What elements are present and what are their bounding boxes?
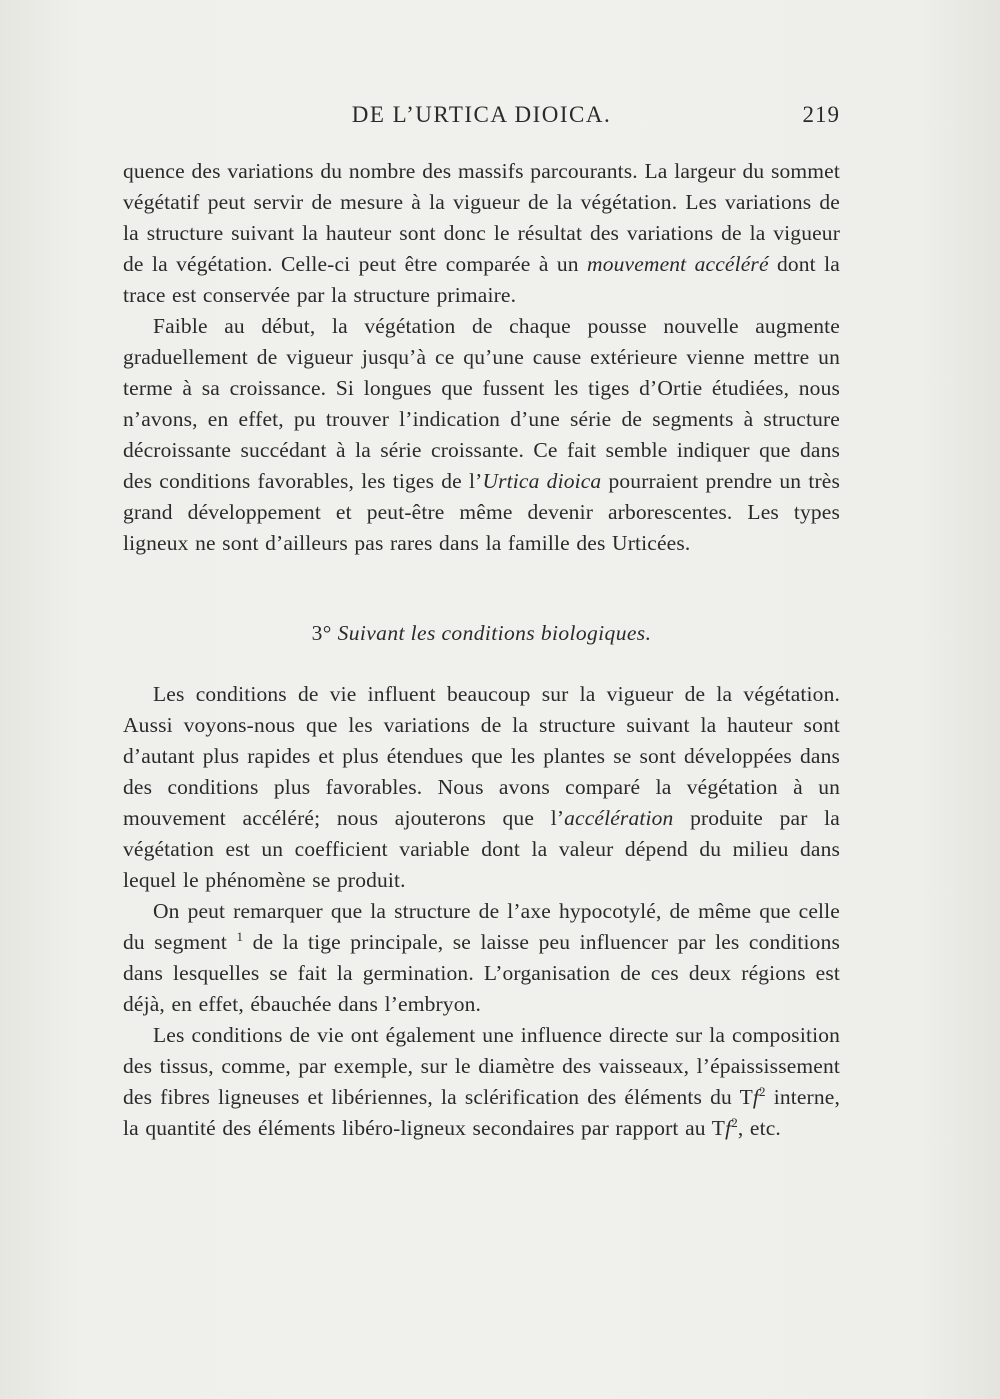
- page-number: 219: [802, 102, 840, 127]
- paragraph-text: de la tige principale, se laisse peu influencer par les conditions dans lesquelles se fait la germination. L’organisation de ces deux régions est déjà, en effet, ébauchée dans l’embryon.: [123, 930, 840, 1016]
- superscript: 2: [759, 1083, 766, 1099]
- paragraph-text: dont la trace est conservée par la structure primaire.: [123, 252, 840, 307]
- paragraph-text: produite par la végétation est un coefficient variable dont la valeur dépend du milieu dans lequel le phénomène se produit.: [123, 806, 840, 892]
- paragraph-text: , etc.: [737, 1116, 781, 1140]
- paragraph-text: Faible au début, la végétation de chaque pousse nouvelle augmente graduellement de vigueur jusqu’à ce qu’une cause extérieure vienne mettre un terme à sa croissance. Si longues que fussent les tiges d’Ortie étudiées, nous n’avons, en effet, pu trouver l’indication d’une série de segments à structure décroissante succédant à la série croissante. Ce fait semble indiquer que dans des conditions favorables, les tiges de l’: [123, 314, 840, 493]
- superscript: 2: [731, 1114, 738, 1130]
- paragraph-text: On peut remarquer que la structure de l’axe hypocotylé, de même que celle du segment: [123, 899, 840, 954]
- italic-term: mouvement accéléré: [587, 252, 769, 276]
- italic-term: accélération: [564, 806, 674, 830]
- italic-term: Urtica dioica: [482, 469, 602, 493]
- paragraph: [123, 311, 840, 559]
- paragraph-text: Les conditions de vie ont également une influence directe sur la composition des tissus, comme, par exemple, sur le diamètre des vaisseaux, l’épaississement des fibres ligneuses et libériennes, la sclérification des éléments du T: [123, 1023, 840, 1109]
- superscript: 1: [236, 928, 244, 944]
- paragraph-text: quence des variations du nombre des massifs parcourants. La largeur du sommet végétatif peut servir de mesure à la vigueur de la végétation. Les variations de la structure suivant la hauteur sont donc le résultat des variations de la vigueur de la végétation. Celle-ci peut être comparée à un: [123, 159, 840, 276]
- text-section-top: [123, 156, 840, 559]
- paragraph-text: Les conditions de vie influent beaucoup sur la vigueur de la végétation. Aussi voyons-nous que les variations de la structure suivant la hauteur sont d’autant plus rapides et plus étendues que les plantes se sont développées dans des conditions plus favorables. Nous avons comparé la végétation à un mouvement accéléré; nous ajouterons que l’: [123, 682, 840, 830]
- paragraph: [123, 896, 840, 1020]
- italic-symbol: f: [725, 1116, 732, 1140]
- subheading-title: Suivant les conditions biologiques.: [337, 621, 652, 645]
- paragraph: [123, 1020, 840, 1144]
- running-title: DE L’URTICA DIOICA.: [351, 102, 612, 127]
- text-section-bottom: [123, 679, 840, 1144]
- running-head: [123, 98, 840, 132]
- paragraph-text: pourraient prendre un très grand développement et peut-être même devenir arborescentes. Les types ligneux ne sont d’ailleurs pas rares dans la famille des Urticées.: [123, 469, 840, 555]
- section-subheading: [123, 618, 840, 649]
- subheading-number: 3°: [311, 621, 332, 645]
- paragraph: [123, 679, 840, 896]
- italic-symbol: f: [752, 1085, 759, 1109]
- paragraph-continuation: [123, 156, 840, 311]
- paragraph-text: interne, la quantité des éléments libéro-ligneux secondaires par rapport au T: [123, 1085, 840, 1140]
